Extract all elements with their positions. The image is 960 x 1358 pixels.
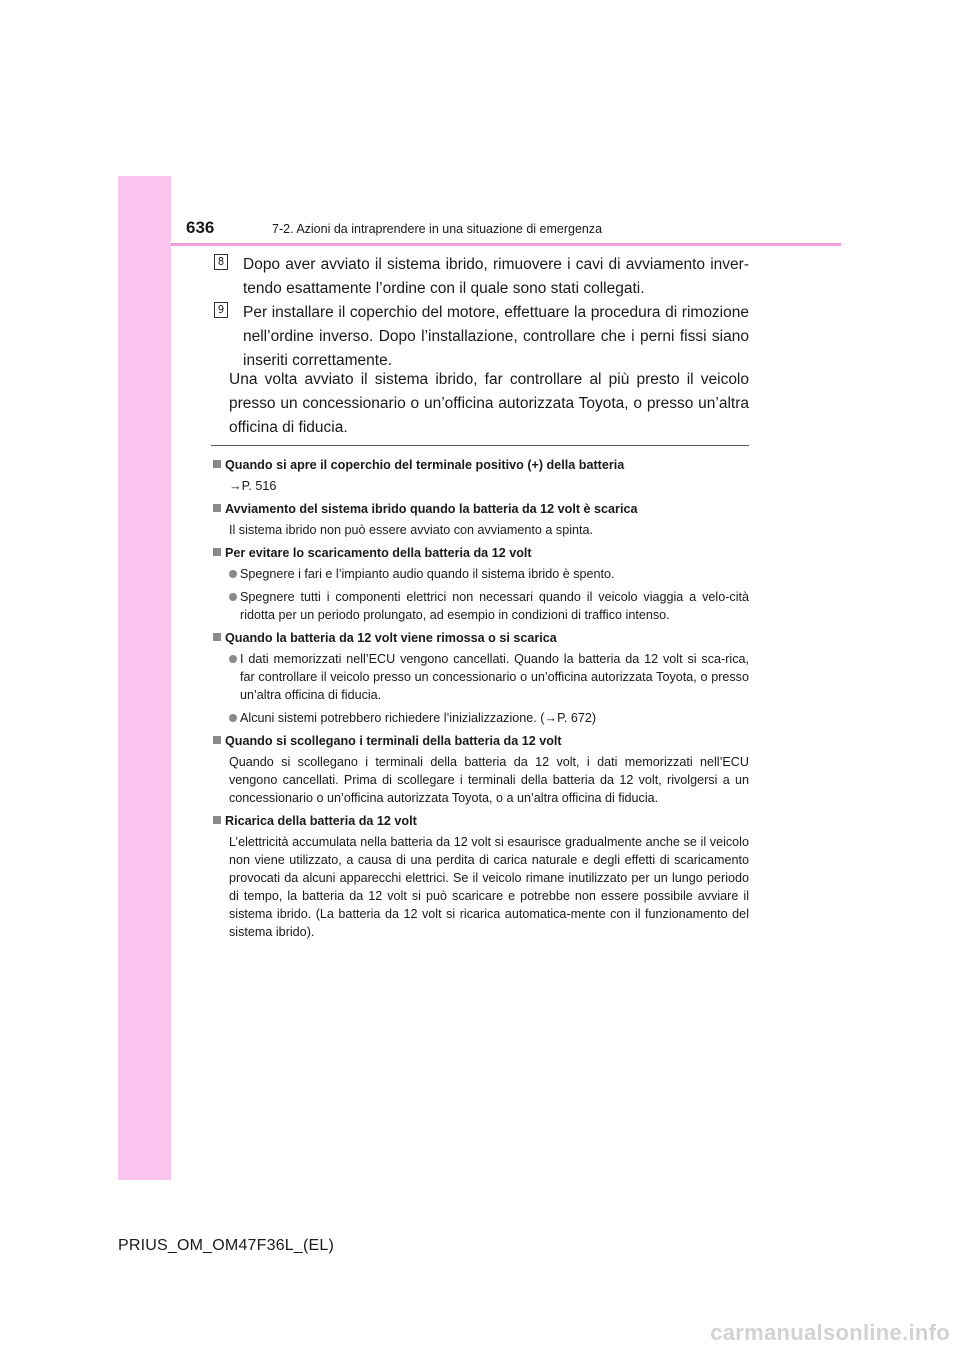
header-rule (171, 243, 841, 246)
list-item: Spegnere tutti i componenti elettrici non necessari quando il veicolo viaggia a velo-cità ridotta per un periodo prolungato, ad esempio in condizioni di traffico intenso. (229, 588, 749, 624)
round-bullet-icon (229, 655, 237, 663)
note-body: Quando si scollegano i terminali della batteria da 12 volt, i dati memorizzati nell’ECU vengono cancellati. Prima di scollegare i terminali della batteria da 12 volt, rivolgersi a un concessionario o un’officina autorizzata Toyota, o a un’altra officina di fiducia. (229, 755, 749, 805)
square-bullet-icon (213, 504, 221, 512)
step-text: Dopo aver avviato il sistema ibrido, rimuovere i cavi di avviamento inver-tendo esattamente l’ordine con il quale sono stati collegati. (243, 256, 749, 297)
section-divider (211, 445, 749, 446)
square-bullet-icon (213, 460, 221, 468)
step-number-badge: 8 (214, 254, 228, 270)
round-bullet-icon (229, 714, 237, 722)
step-text: Per installare il coperchio del motore, effettuare la procedura di rimozione nell’ordine inverso. Dopo l’installazione, controllare che i perni fissi siano inseriti correttamente. (243, 304, 749, 369)
note-body: L’elettricità accumulata nella batteria da 12 volt si esaurisce gradualmente anche se il veicolo non viene utilizzato, a causa di una perdita di carica naturale e degli effetti di scaricamento provocati da alcuni apparecchi elettrici. Se il veicolo rimane inutilizzato per un lungo periodo di tempo, la batteria da 12 volt si può scaricare e potrebbe non essere possibile avviare il sistema ibrido. (La batteria da 12 volt si ricarica automatica-mente con il funzionamento del sistema ibrido). (229, 835, 749, 939)
chapter-sidebar-tab (118, 176, 171, 1180)
note-body: Il sistema ibrido non può essere avviato con avviamento a spinta. (229, 523, 594, 537)
note-title: Avviamento del sistema ibrido quando la batteria da 12 volt è scarica (225, 502, 638, 516)
list-item: Alcuni sistemi potrebbero richiedere l’inizializzazione. (→P. 672) (229, 709, 749, 727)
note-recharge (213, 812, 749, 941)
note-title: Quando la batteria da 12 volt viene rimossa o si scarica (225, 631, 557, 645)
document-code: PRIUS_OM_OM47F36L_(EL) (118, 1237, 335, 1254)
round-bullet-icon (229, 593, 237, 601)
step-8 (214, 253, 749, 301)
note-positive-terminal-cover (213, 456, 749, 495)
note-disconnect-terminals (213, 732, 749, 807)
watermark: carmanualsonline.info (710, 1320, 950, 1345)
note-title: Quando si apre il coperchio del terminale positivo (+) della batteria (225, 458, 625, 472)
note-title: Ricarica della batteria da 12 volt (225, 814, 417, 828)
page-number: 636 (186, 218, 215, 237)
page-reference-link[interactable]: →P. 516 (229, 479, 277, 493)
followup-paragraph: Una volta avviato il sistema ibrido, far controllare al più presto il veicolo presso un concessionario o un’officina autorizzata Toyota, o presso un’altra officina di fiducia. (229, 371, 749, 436)
note-title: Per evitare lo scaricamento della batteria da 12 volt (225, 546, 532, 560)
notes-section (213, 456, 749, 946)
list-item: Spegnere i fari e l’impianto audio quando il sistema ibrido è spento. (229, 565, 749, 583)
section-title: 7-2. Azioni da intraprendere in una situazione di emergenza (272, 222, 603, 236)
round-bullet-icon (229, 570, 237, 578)
square-bullet-icon (213, 548, 221, 556)
note-battery-removed (213, 629, 749, 727)
step-number-badge: 9 (214, 302, 228, 318)
note-title: Quando si scollegano i terminali della batteria da 12 volt (225, 734, 562, 748)
list-item: I dati memorizzati nell’ECU vengono cancellati. Quando la batteria da 12 volt si sca-rica, far controllare il veicolo presso un concessionario o un’officina autorizzata Toyota, o presso un’altra officina di fiducia. (229, 650, 749, 704)
note-prevent-discharge (213, 544, 749, 624)
square-bullet-icon (213, 633, 221, 641)
square-bullet-icon (213, 816, 221, 824)
note-push-start (213, 500, 749, 539)
square-bullet-icon (213, 736, 221, 744)
step-9 (214, 301, 749, 373)
